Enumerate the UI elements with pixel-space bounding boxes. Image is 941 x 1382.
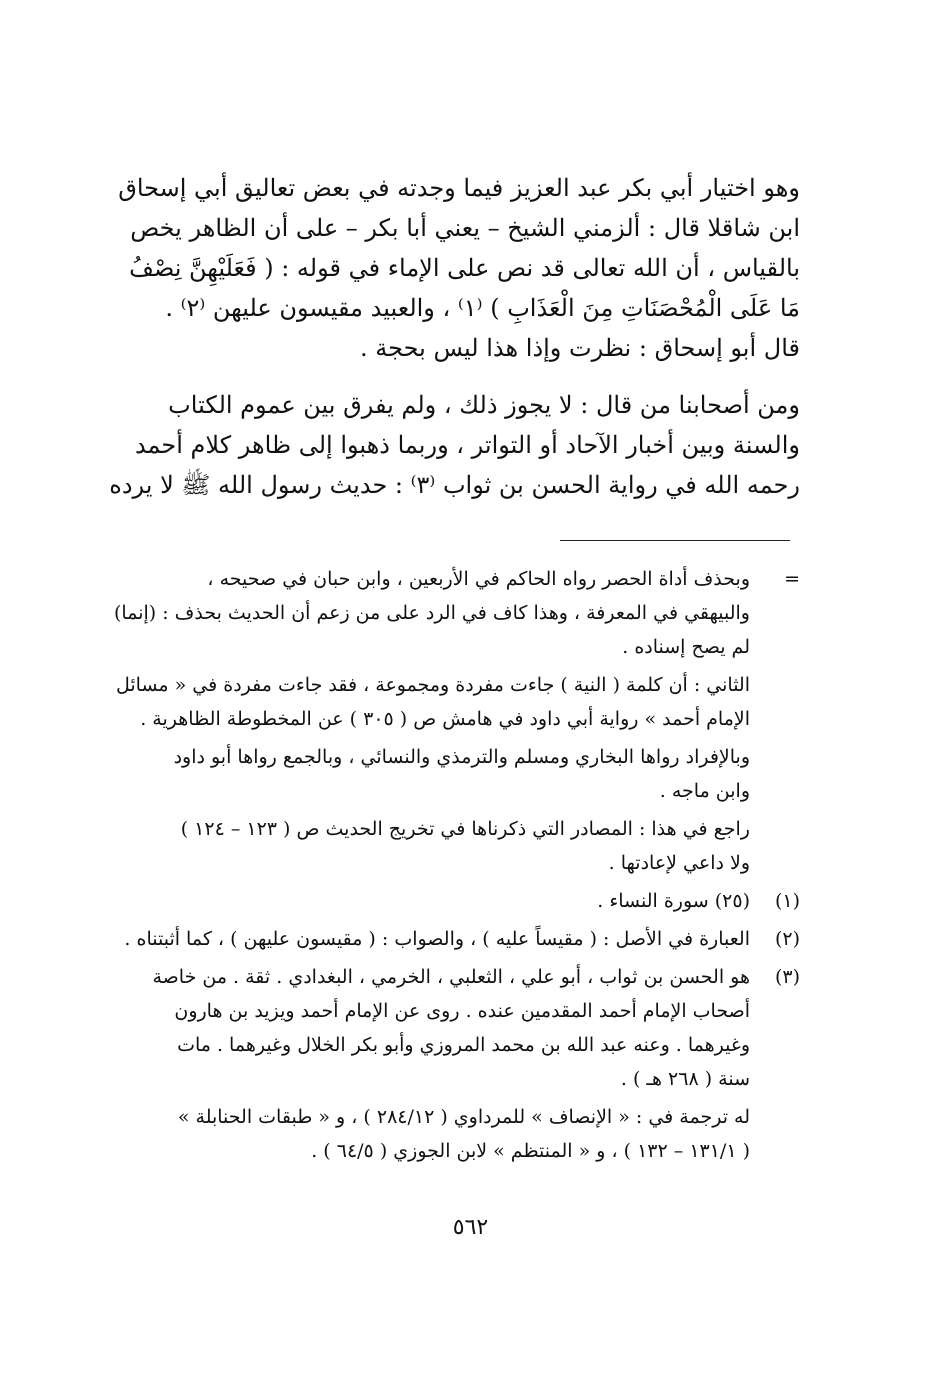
- main-paragraph-1: [118, 168, 800, 368]
- footnote-1: [140, 884, 800, 918]
- footnote-body: [140, 884, 750, 918]
- footnote-body: [114, 562, 750, 664]
- footnote-continuation-block: [116, 668, 800, 736]
- text-line: رحمه الله في رواية الحسن بن ثواب ⁽٣⁾ : حديث رسول الله ﷺ لا يرده: [109, 471, 800, 499]
- footnote-body: [116, 668, 750, 736]
- footnote-continuation: [114, 562, 800, 664]
- footnote-line: سنة ( ٢٦٨ هـ ) .: [620, 1068, 750, 1090]
- main-paragraph-2: [109, 385, 800, 505]
- footnote-line: وبحذف أداة الحصر رواه الحاكم في الأربعين ، وابن حبان في صحيحه ،: [207, 568, 750, 590]
- footnote-3: [140, 960, 800, 1096]
- footnote-line: والبيهقي في المعرفة ، وهذا كاف في الرد على من زعم أن الحديث بحذف : (إنما): [114, 602, 750, 624]
- footnote-line: هو الحسن بن ثواب ، أبو علي ، الثعلبي ، الخرمي ، البغدادي . ثقة . من خاصة: [152, 966, 750, 988]
- text-line: والسنة وبين أخبار الآحاد أو التواتر ، وربما ذهبوا إلى ظاهر كلام أحمد: [134, 431, 800, 459]
- footnote-continuation-block: [140, 740, 800, 808]
- footnote-body: [140, 812, 750, 880]
- text-line: قال أبو إسحاق : نظرت وإذا هذا ليس بحجة .: [360, 334, 800, 362]
- footnote-line: الثاني : أن كلمة ( النية ) جاءت مفردة ومجموعة ، فقد جاءت مفردة في « مسائل: [116, 674, 750, 696]
- footnote-3-sources: [140, 1100, 800, 1168]
- footnote-marker: (١): [774, 890, 800, 912]
- footnote-body: [124, 922, 750, 956]
- footnote-line: الإمام أحمد » رواية أبي داود في هامش ص ( ٣٠٥ ) عن المخطوطة الظاهرية .: [140, 708, 750, 730]
- footnote-marker: (٢): [774, 928, 800, 950]
- footnote-line: وغيرهما . وعنه عبد الله بن محمد المروزي وأبو بكر الخلال وغيرهما . مات: [177, 1034, 750, 1056]
- footnote-line: (٢٥) سورة النساء .: [597, 890, 750, 912]
- footnote-separator: [560, 540, 790, 541]
- page-number: ٥٦٢: [452, 1215, 489, 1240]
- footnote-line: وابن ماجه .: [659, 780, 750, 802]
- footnote-marker: (٣): [774, 966, 800, 988]
- footnote-line: راجع في هذا : المصادر التي ذكرناها في تخريج الحديث ص ( ١٢٣ – ١٢٤ ): [180, 818, 750, 840]
- continuation-marker: =: [784, 568, 800, 590]
- footnote-line: أصحاب الإمام أحمد المقدمين عنده . روى عن الإمام أحمد ويزيد بن هارون: [174, 1000, 750, 1022]
- text-line: مَا عَلَى الْمُحْصَنَاتِ مِنَ الْعَذَابِ ) ⁽١⁾ ، والعبيد مقيسون عليهن ⁽٢⁾ .: [165, 294, 800, 322]
- footnote-continuation-block: [140, 812, 800, 880]
- footnote-line: وبالإفراد رواها البخاري ومسلم والترمذي والنسائي ، وبالجمع رواها أبو داود: [173, 746, 750, 768]
- text-line: ومن أصحابنا من قال : لا يجوز ذلك ، ولم يفرق بين عموم الكتاب: [168, 391, 800, 419]
- text-line: وهو اختيار أبي بكر عبد العزيز فيما وجدته في بعض تعاليق أبي إسحاق: [118, 174, 800, 202]
- footnote-line: ( ١٣١/١ – ١٣٢ ) ، و « المنتظم » لابن الجوزي ( ٦٤/٥ ) .: [311, 1140, 750, 1162]
- footnote-line: لم يصح إسناده .: [622, 636, 750, 658]
- text-line: ابن شاقلا قال : ألزمني الشيخ – يعني أبا بكر – على أن الظاهر يخص: [130, 214, 800, 242]
- text-line: بالقياس ، أن الله تعالى قد نص على الإماء في قوله : ( فَعَلَيْهِنَّ نِصْفُ: [129, 254, 800, 282]
- footnote-2: [124, 922, 800, 956]
- footnote-body: [140, 1100, 750, 1168]
- footnote-line: له ترجمة في : « الإنصاف » للمرداوي ( ٢٨٤/١٢ ) ، و « طبقات الحنابلة »: [177, 1106, 750, 1128]
- footnote-body: [140, 960, 750, 1096]
- footnotes-section: [114, 562, 800, 1172]
- footnote-line: العبارة في الأصل : ( مقيساً عليه ) ، والصواب : ( مقيسون عليهن ) ، كما أثبتناه .: [124, 928, 750, 950]
- footnote-body: [140, 740, 750, 808]
- footnote-line: ولا داعي لإعادتها .: [608, 852, 750, 874]
